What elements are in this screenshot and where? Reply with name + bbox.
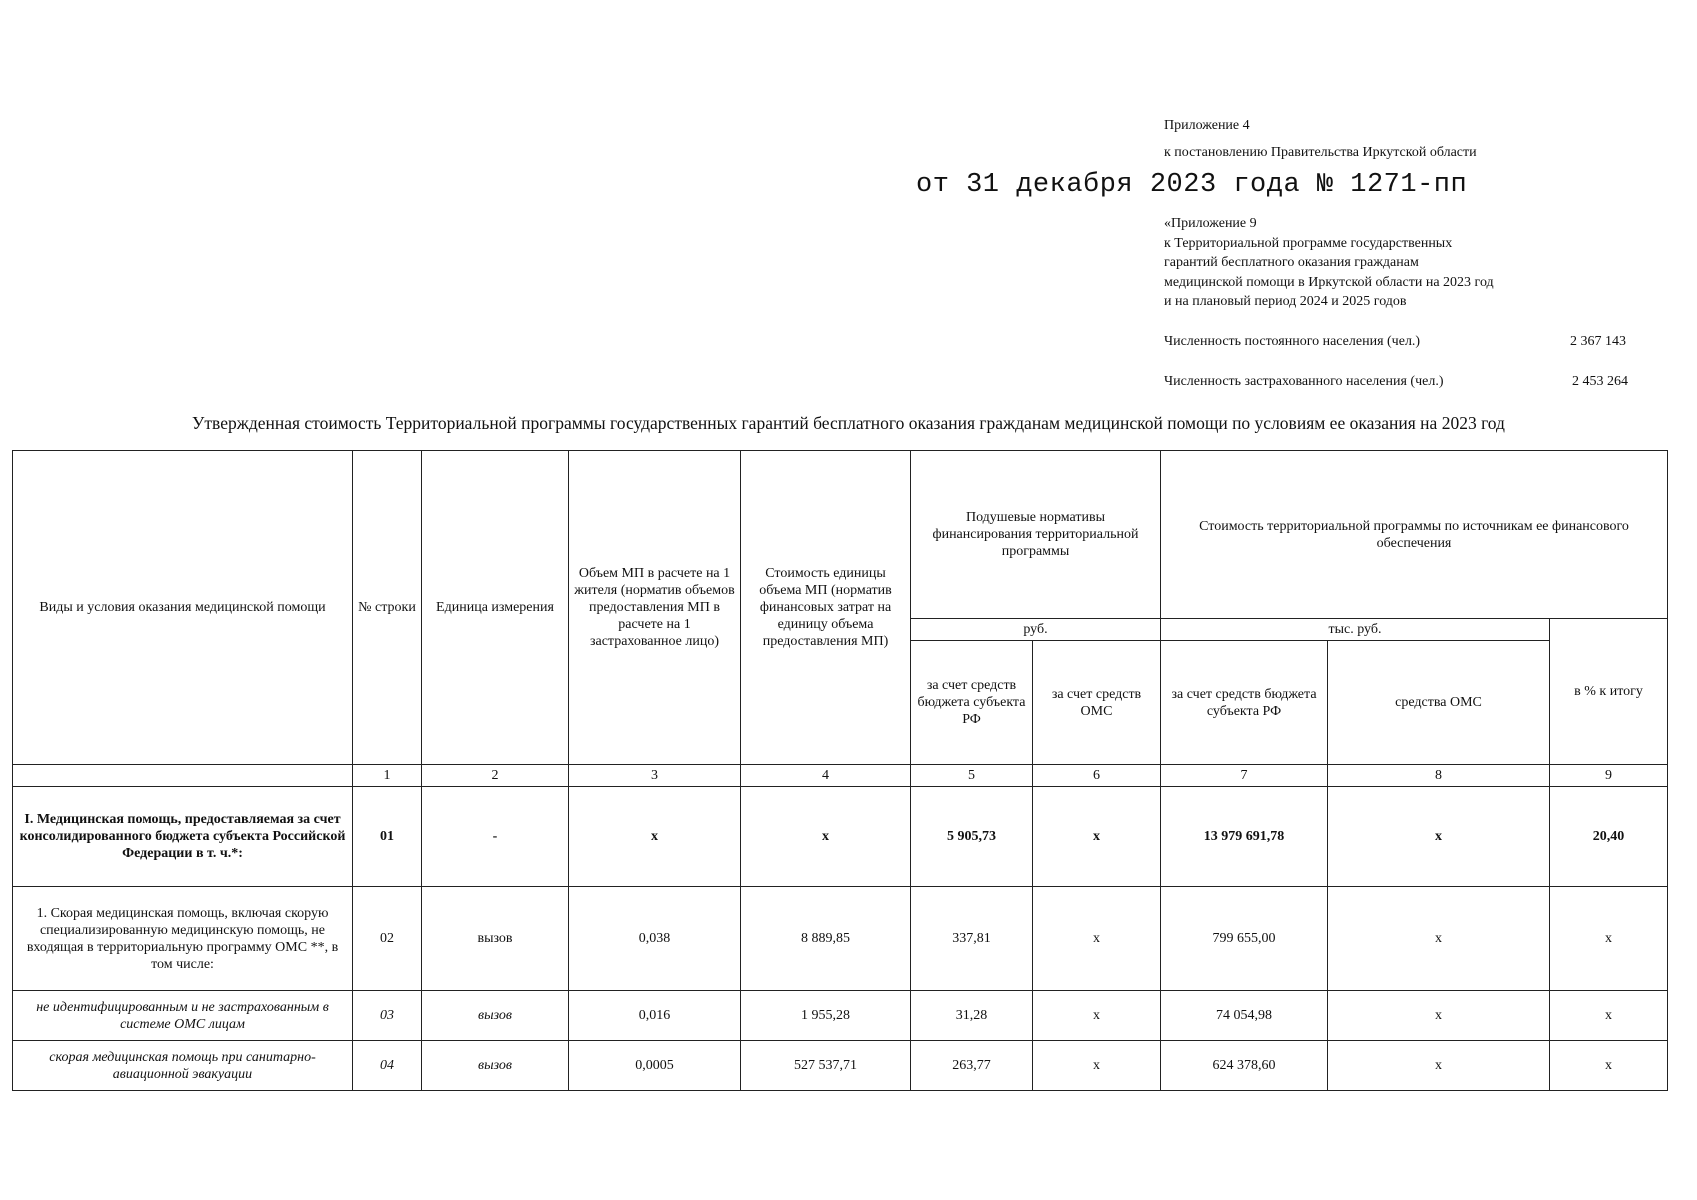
row-number: 02 <box>353 887 422 991</box>
row-unit: - <box>422 787 569 887</box>
row-unit: вызов <box>422 887 569 991</box>
column-number: 3 <box>569 765 741 787</box>
insured-value: 2 453 264 <box>1572 374 1628 389</box>
row-cost-oms: х <box>1328 991 1550 1041</box>
row-cost-oms: х <box>1328 787 1550 887</box>
decree-line: от 31 декабря 2023 года № 1271-пп <box>916 170 1468 200</box>
annex9-line: и на плановый период 2024 и 2025 годов <box>1164 294 1407 309</box>
column-number: 2 <box>422 765 569 787</box>
header-oms-means: средства ОМС <box>1328 641 1550 765</box>
row-volume: 0,0005 <box>569 1041 741 1091</box>
row-percent: 20,40 <box>1550 787 1668 887</box>
column-number: 4 <box>741 765 911 787</box>
table-row <box>13 991 1668 1041</box>
row-per-capita-budget: 5 905,73 <box>911 787 1033 887</box>
annex9-line: «Приложение 9 <box>1164 216 1257 231</box>
row-volume: 0,038 <box>569 887 741 991</box>
row-cost-budget: 13 979 691,78 <box>1161 787 1328 887</box>
row-per-capita-oms: х <box>1033 887 1161 991</box>
row-name: скорая медицинская помощь при санитарно-авиационной эвакуации <box>13 1041 353 1091</box>
row-unit-cost: 527 537,71 <box>741 1041 911 1091</box>
row-name: 1. Скорая медицинская помощь, включая скорую специализированную медицинскую помощь, не входящая в территориальную программу ОМС **, в том числе: <box>13 887 353 991</box>
header-volume: Объем МП в расчете на 1 жителя (норматив объемов предоставления МП в расчете на 1 застрахованное лицо) <box>569 451 741 765</box>
row-name: не идентифицированным и не застрахованным в системе ОМС лицам <box>13 991 353 1041</box>
row-per-capita-budget: 337,81 <box>911 887 1033 991</box>
annex-title: Приложение 4 <box>1164 118 1250 133</box>
annex9-line: медицинской помощи в Иркутской области на 2023 год <box>1164 274 1494 290</box>
column-number: 6 <box>1033 765 1161 787</box>
header-budget-rf: за счет средств бюджета субъекта РФ <box>911 641 1033 765</box>
table-row <box>13 787 1668 887</box>
annex9-line: к Территориальной программе государственных <box>1164 235 1453 251</box>
row-cost-oms: х <box>1328 1041 1550 1091</box>
insured-label: Численность застрахованного населения (чел.) <box>1164 374 1444 389</box>
row-per-capita-oms: х <box>1033 991 1161 1041</box>
header-per-capita: Подушевые нормативы финансирования территориальной программы <box>911 451 1161 619</box>
annex9-block <box>1164 214 1494 312</box>
row-percent: х <box>1550 1041 1668 1091</box>
row-per-capita-budget: 263,77 <box>911 1041 1033 1091</box>
row-number: 01 <box>353 787 422 887</box>
row-unit-cost: х <box>741 787 911 887</box>
column-number: 5 <box>911 765 1033 787</box>
column-number: 7 <box>1161 765 1328 787</box>
header-oms-funds: за счет средств ОМС <box>1033 641 1161 765</box>
cost-table <box>12 450 1668 1091</box>
row-percent: х <box>1550 887 1668 991</box>
row-volume: 0,016 <box>569 991 741 1041</box>
header-cost-by-source: Стоимость территориальной программы по источникам ее финансового обеспечения <box>1161 451 1668 619</box>
row-number: 03 <box>353 991 422 1041</box>
row-name: I. Медицинская помощь, предоставляемая за счет консолидированного бюджета субъекта Российской Федерации в т. ч.*: <box>13 787 353 887</box>
row-per-capita-budget: 31,28 <box>911 991 1033 1041</box>
column-number <box>13 765 353 787</box>
table-row <box>13 887 1668 991</box>
row-unit-cost: 8 889,85 <box>741 887 911 991</box>
row-cost-budget: 74 054,98 <box>1161 991 1328 1041</box>
column-number: 1 <box>353 765 422 787</box>
row-cost-budget: 799 655,00 <box>1161 887 1328 991</box>
header-percent-total: в % к итогу <box>1550 619 1668 765</box>
row-unit: вызов <box>422 991 569 1041</box>
annex-to: к постановлению Правительства Иркутской области <box>1164 145 1477 160</box>
row-cost-budget: 624 378,60 <box>1161 1041 1328 1091</box>
row-volume: х <box>569 787 741 887</box>
row-per-capita-oms: х <box>1033 1041 1161 1091</box>
header-budget-rf-2: за счет средств бюджета субъекта РФ <box>1161 641 1328 765</box>
column-number-row <box>13 765 1668 787</box>
header-rub: руб. <box>911 619 1161 641</box>
header-types: Виды и условия оказания медицинской помощи <box>13 451 353 765</box>
column-number: 9 <box>1550 765 1668 787</box>
row-number: 04 <box>353 1041 422 1091</box>
population-label: Численность постоянного населения (чел.) <box>1164 334 1421 349</box>
annex9-line: гарантий бесплатного оказания гражданам <box>1164 255 1419 270</box>
population-value: 2 367 143 <box>1570 334 1626 349</box>
row-per-capita-oms: х <box>1033 787 1161 887</box>
row-percent: х <box>1550 991 1668 1041</box>
header-unit: Единица измерения <box>422 451 569 765</box>
header-thous-rub: тыс. руб. <box>1161 619 1550 641</box>
row-cost-oms: х <box>1328 887 1550 991</box>
row-unit-cost: 1 955,28 <box>741 991 911 1041</box>
page-title: Утвержденная стоимость Территориальной программы государственных гарантий бесплатного оказания гражданам медицинской помощи по условиям ее оказания на 2023 год <box>192 413 1505 433</box>
row-unit: вызов <box>422 1041 569 1091</box>
column-number: 8 <box>1328 765 1550 787</box>
table-row <box>13 1041 1668 1091</box>
header-row-no: № строки <box>353 451 422 765</box>
header-unit-cost: Стоимость единицы объема МП (норматив финансовых затрат на единицу объема предоставления МП) <box>741 451 911 765</box>
